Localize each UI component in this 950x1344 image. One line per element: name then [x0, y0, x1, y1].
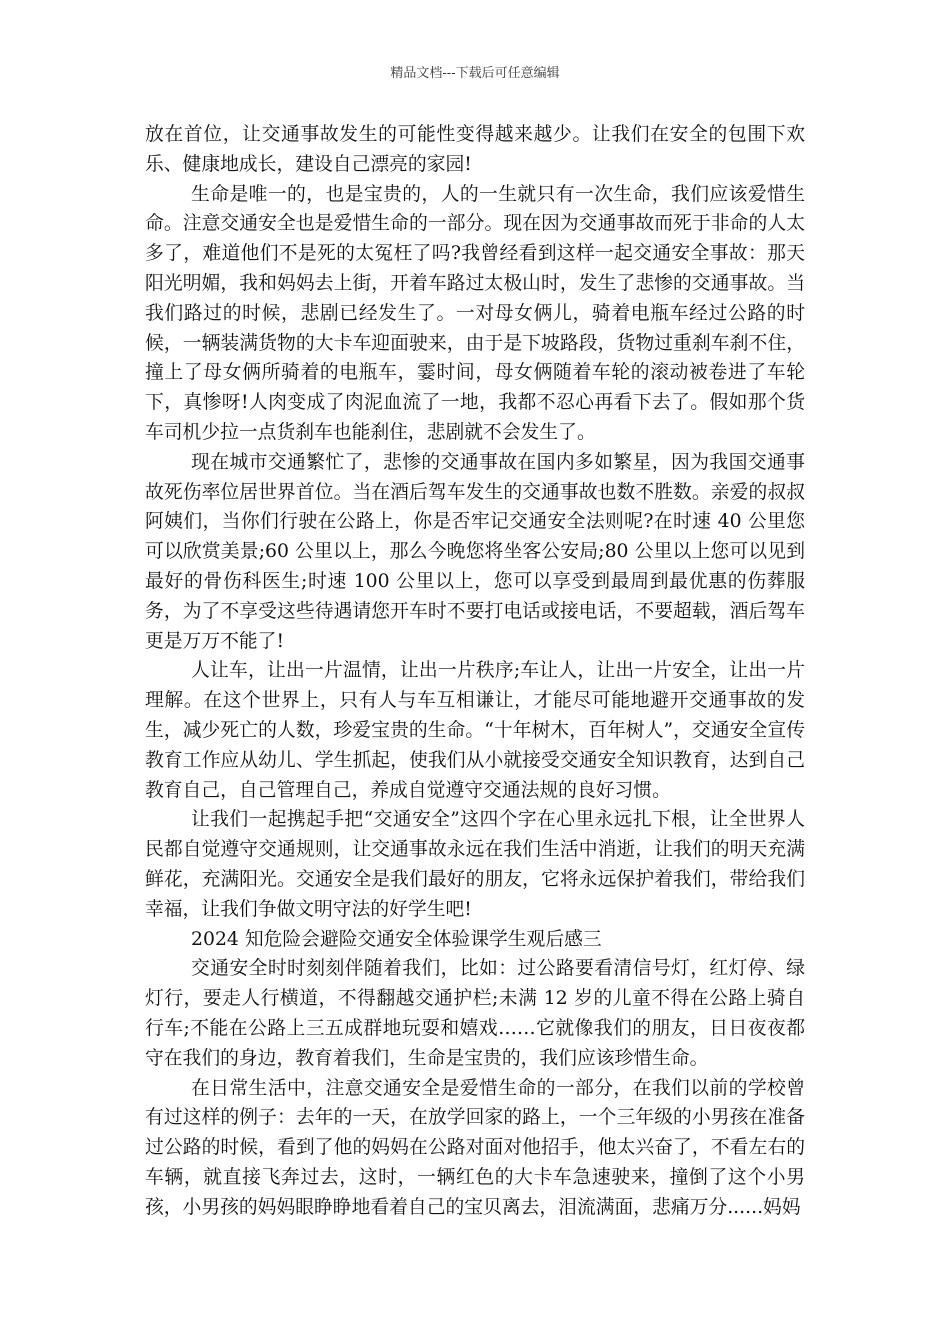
document-body	[145, 120, 805, 1222]
paragraph-6: 交通安全时时刻刻伴随着我们，比如：过公路要看清信号灯，红灯停、绿灯行，要走人行横道，不得翻越交通护栏;未满 12 岁的儿童不得在公路上骑自行车;不能在公路上三五成群地玩耍和嬉戏……它就像我们的朋友，日日夜夜都守在我们的身边，教育着我们，生命是宝贵的，我们应该珍惜生命。	[145, 958, 805, 1069]
paragraph-5: 让我们一起携起手把“交通安全”这四个字在心里永远扎下根，让全世界人民都自觉遵守交通规则，让交通事故永远在我们生活中消逝，让我们的明天充满鲜花，充满阳光。交通安全是我们最好的朋友，它将永远保护着我们，带给我们幸福，让我们争做文明守法的好学生吧!	[145, 809, 805, 920]
page-header: 精品文档---下载后可任意编辑	[390, 66, 560, 81]
paragraph-2: 生命是唯一的，也是宝贵的，人的一生就只有一次生命，我们应该爱惜生命。注意交通安全也是爱惜生命的一部分。现在因为交通事故而死于非命的人太多了，难道他们不是死的太冤枉了吗?我曾经看到这样一起交通安全事故：那天阳光明媚，我和妈妈去上街，开着车路过太极山时，发生了悲惨的交通事故。当我们路过的时候，悲剧已经发生了。一对母女俩儿，骑着电瓶车经过公路的时候，一辆装满货物的大卡车迎面驶来，由于是下坡路段，货物过重刹车刹不住，撞上了母女俩所骑着的电瓶车，霎时间，母女俩随着车轮的滚动被卷进了车轮下，真惨呀!人肉变成了肉泥血流了一地，我都不忍心再看下去了。假如那个货车司机少拉一点货刹车也能刹住，悲剧就不会发生了。	[145, 183, 805, 443]
paragraph-1: 放在首位，让交通事故发生的可能性变得越来越少。让我们在安全的包围下欢乐、健康地成长，建设自己漂亮的家园!	[145, 124, 805, 175]
section-heading: 2024 知危险会避险交通安全体验课学生观后感三	[191, 928, 602, 950]
paragraph-3: 现在城市交通繁忙了，悲惨的交通事故在国内多如繁星，因为我国交通事故死伤率位居世界首位。当在酒后驾车发生的交通事故也数不胜数。亲爱的叔叔阿姨们，当你们行驶在公路上，你是否牢记交通安全法则呢?在时速 40 公里您可以欣赏美景;60 公里以上，那么今晚您将坐客公安局;80 公里以上您可以见到最好的骨伤科医生;时速 100 公里以上，您可以享受到最周到最优惠的伤葬服务，为了不享受这些待遇请您开车时不要打电话或接电话，不要超载，酒后驾车更是万万不能了!	[145, 451, 805, 652]
paragraph-4: 人让车，让出一片温情，让出一片秩序;车让人，让出一片安全，让出一片理解。在这个世界上，只有人与车互相谦让，才能尽可能地避开交通事故的发生，减少死亡的人数，珍爱宝贵的生命。“十年树木，百年树人”，交通安全宣传教育工作应从幼儿、学生抓起，使我们从小就接受交通安全知识教育，达到自己教育自己，自己管理自己，养成自觉遵守交通法规的良好习惯。	[145, 660, 805, 801]
paragraph-7: 在日常生活中，注意交通安全是爱惜生命的一部分，在我们以前的学校曾有过这样的例子：去年的一天，在放学回家的路上，一个三年级的小男孩在准备过公路的时候，看到了他的妈妈在公路对面对他招手，他太兴奋了，不看左右的车辆，就直接飞奔过去，这时，一辆红色的大卡车急速驶来，撞倒了这个小男孩，小男孩的妈妈眼睁睁地看着自己的宝贝离去，泪流满面，悲痛万分......妈妈	[145, 1077, 805, 1218]
